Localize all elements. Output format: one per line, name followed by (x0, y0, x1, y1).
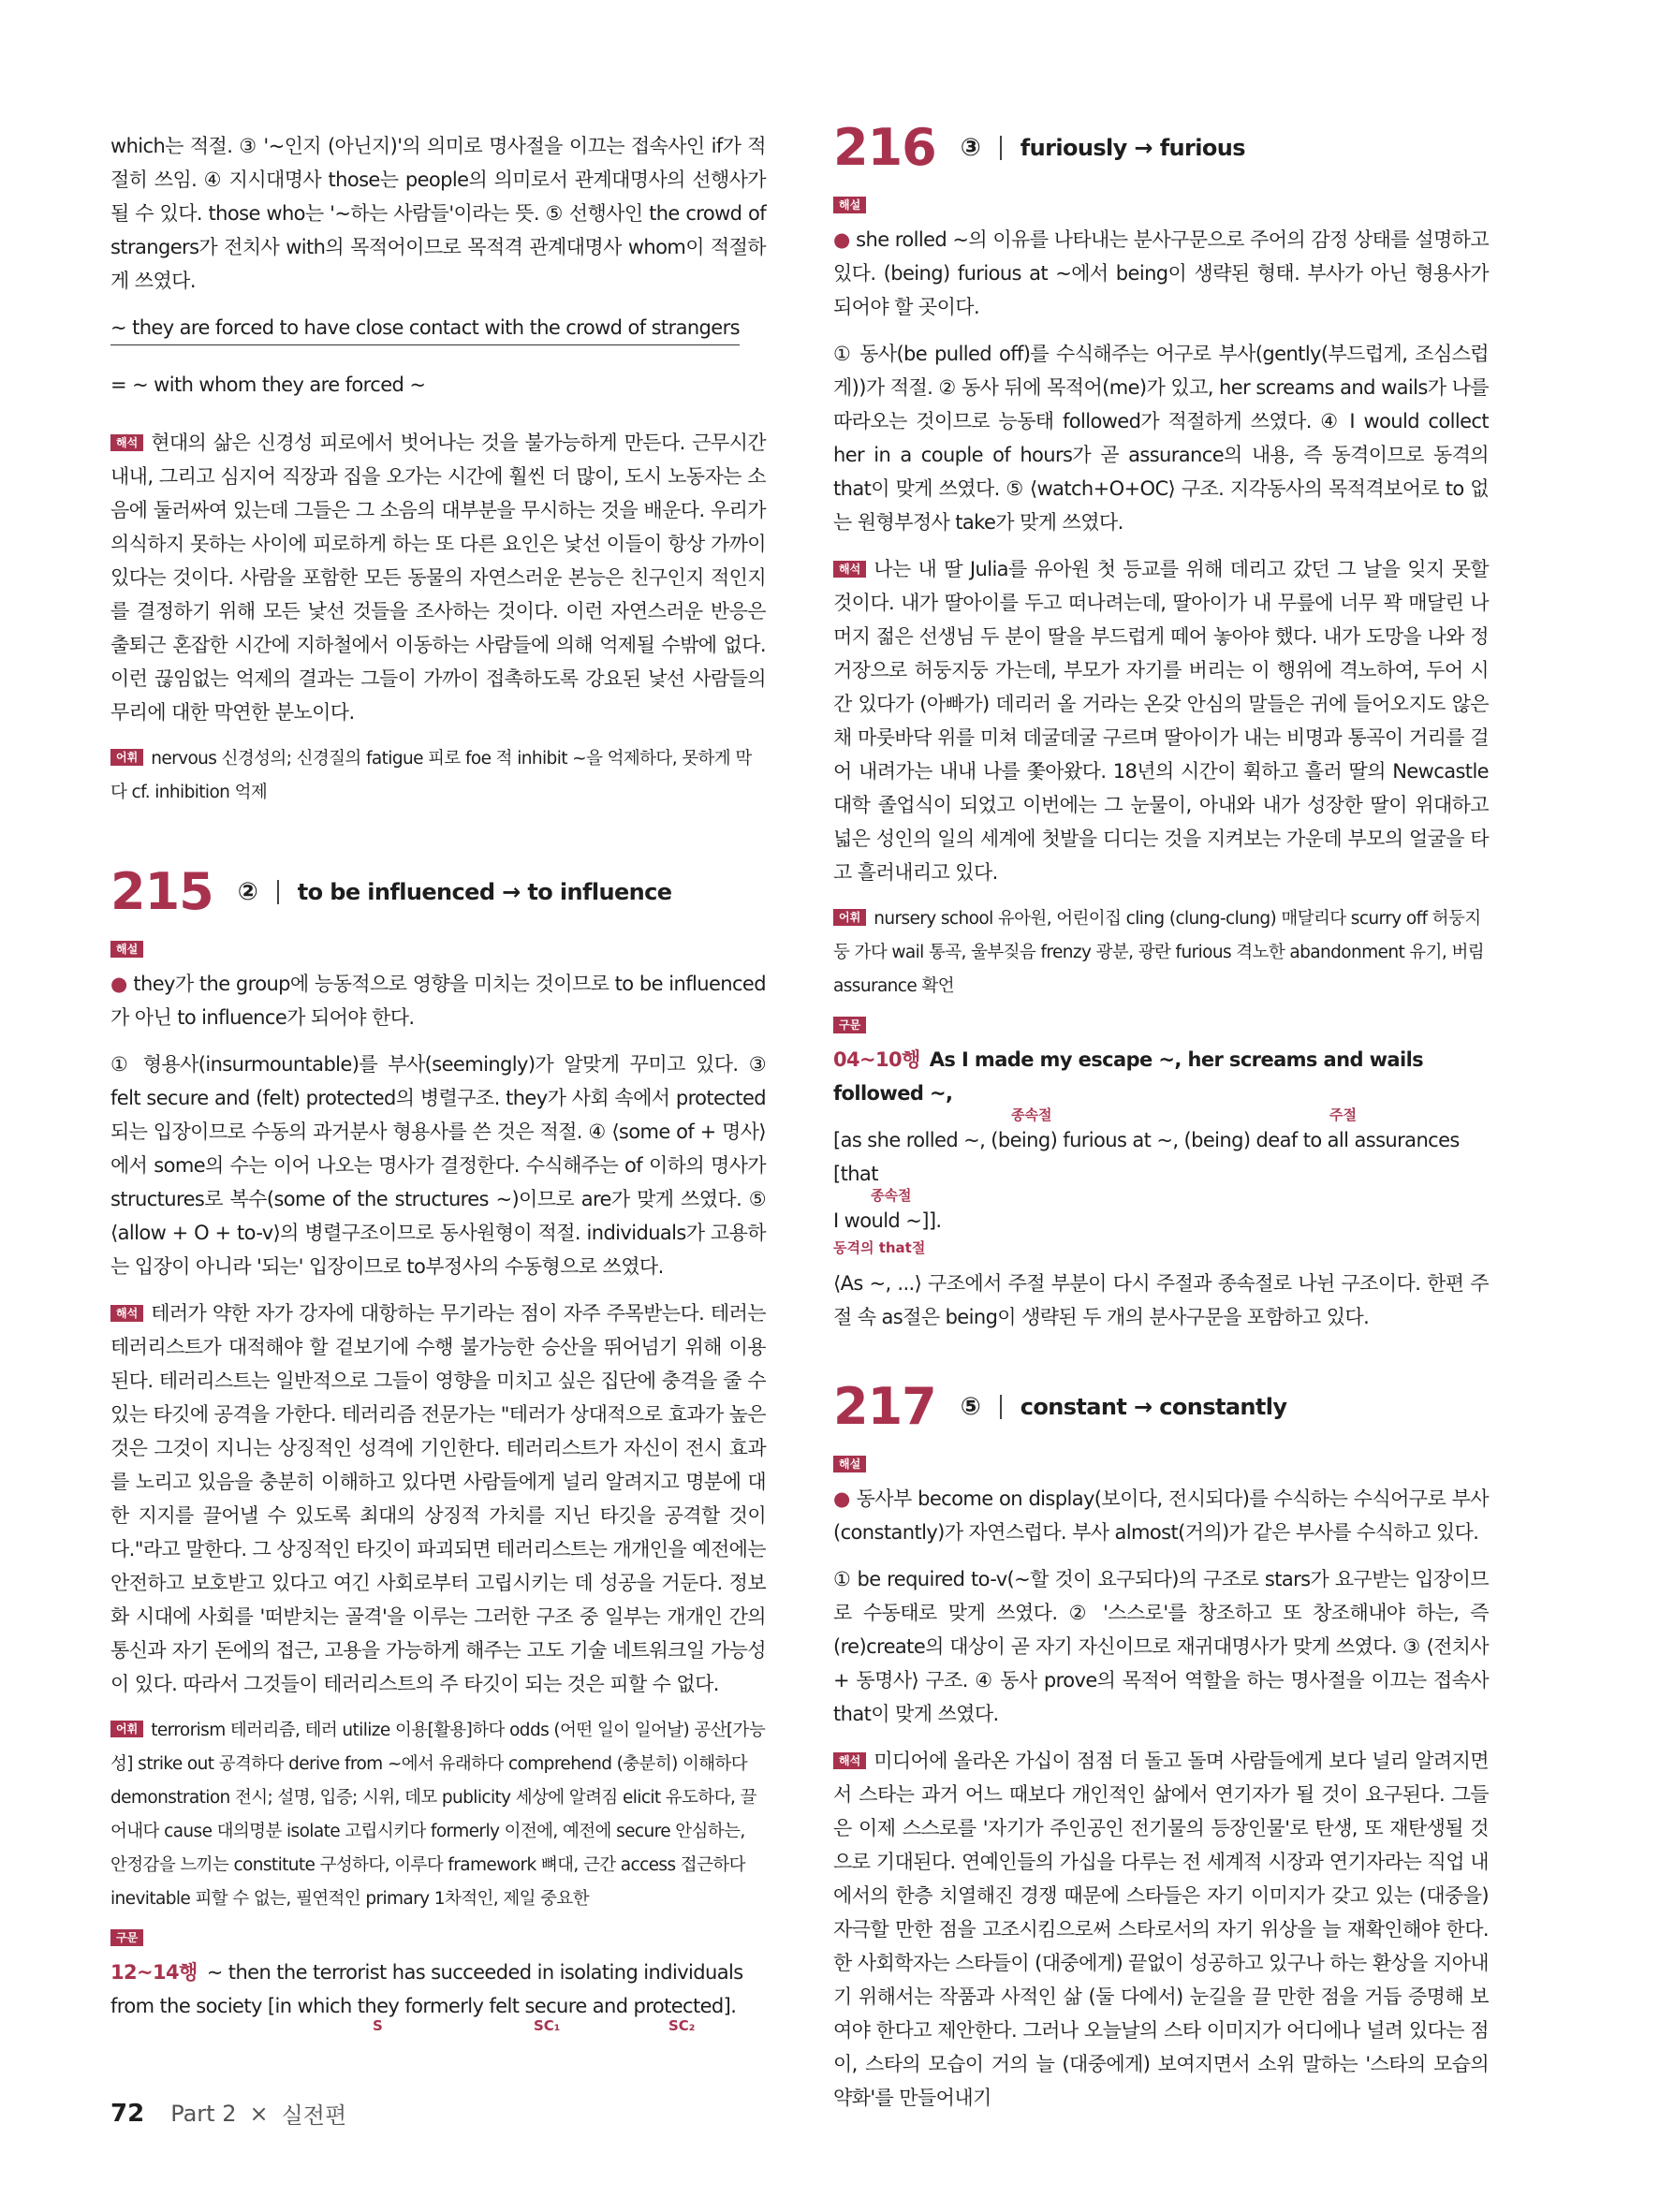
structure-tag: 구문 (110, 1929, 143, 1946)
correction: constant → constantly (1020, 1394, 1287, 1420)
question-number: 217 (833, 1377, 936, 1436)
translation-tag: 해석 (110, 1305, 143, 1322)
structure-sentence-cont: from the society [in which they formerly felt secure and protected]. (110, 1995, 737, 2017)
grammar-labels: 종속절 주절 (1011, 1106, 1357, 1123)
translation-paragraph: 해석 현대의 삶은 신경성 피로에서 벗어나는 것을 불가능하게 만든다. 근무시간 내내, 그리고 심지어 직장과 집을 오가는 시간에 훨씬 더 많이, 도시 노동자는 소음에 둘러싸여 있는데 그들은 그 소음의 대부분을 무시하는 것을 배운다. 우리가 의식하지 못하는 사이에 피로하게 하는 또 다른 요인은 낯선 이들이 항상 가까이 있다는 것이다. 사람을 포함한 모든 동물의 자연스러운 본능은 친구인지 적인지를 결정하기 위해 모든 낯선 것들을 조사하는 것이다. 이런 자연스러운 반응은 출퇴근 혼잡한 시간에 지하철에서 이동하는 사람들에 의해 억제될 수밖에 없다. 이런 끊임없는 억제의 결과는 그들이 가까이 접촉하도록 강요된 낯선 사람들의 무리에 대한 막연한 분노이다. (110, 432, 766, 724)
line-range: 12~14행 (110, 1961, 198, 1984)
divider (1000, 1395, 1002, 1419)
question-number: 215 (110, 862, 213, 921)
vocabulary-tag: 어휘 (110, 1721, 143, 1737)
right-column (833, 118, 1490, 2128)
structure-explanation: ⟨As ~, ...⟩ 구조에서 주절 부분이 다시 주절과 종속절로 나뉜 구조이다. 한편 주절 속 as절은 being이 생략된 두 개의 분사구문을 포함하고 있다. (833, 1272, 1489, 1328)
section-215-heading (110, 864, 766, 920)
page-number: 72 (110, 2099, 145, 2128)
left-column (110, 129, 766, 2044)
key-point: ● 동사부 become on display(보이다, 전시되다)를 수식하는 수식어구로 부사(constantly)가 자연스럽다. 부사 almost(거의)가 같은 부사를 수식하고 있다. (833, 1487, 1489, 1544)
page-footer (110, 2097, 346, 2130)
example-sentence-2: = ~ with whom they are forced ~ (110, 374, 426, 396)
translation-tag: 해석 (833, 561, 866, 578)
question-number: 216 (833, 118, 936, 177)
bullet-icon: ● (833, 228, 857, 251)
structure-sentence: 04~10행 As I made my escape ~, her screams and wails followed ~, (833, 1048, 1424, 1105)
section-label: 실전편 (281, 2102, 347, 2129)
grammar-labels: S SC₁ SC₂ (373, 2017, 696, 2034)
structure-tag: 구문 (833, 1017, 866, 1033)
vocabulary-paragraph: 어휘 nursery school 유아원, 어린이집 cling (clung-clung) 매달리다 scurry off 허둥지둥 가다 wail 통곡, 울부짖음 frenzy 광분, 광란 furious 격노한 abandonment 유기, 버림 assurance 확언 (833, 909, 1485, 996)
translation-tag: 해석 (110, 434, 143, 451)
other-choices-explanation: ① be required to-v(~할 것이 요구되다)의 구조로 stars가 요구받는 입장이므로 수동태로 맞게 쓰였다. ② '스스로'를 창조하고 또 창조해내야 하는, 즉 (re)create의 대상이 곧 자기 자신이므로 재귀대명사가 맞게 쓰였다. ③ ⟨전치사 + 동명사⟩ 구조. ④ 동사 prove의 목적어 역할을 하는 명사절을 이끄는 접속사 that이 맞게 쓰였다. (833, 1568, 1489, 1725)
structure-sentence-cont: I would ~]]. (833, 1209, 942, 1232)
structure-sentence: 12~14행 ~ then the terrorist has succeeded in isolating individuals (110, 1961, 743, 1984)
answer-choice: ⑤ (960, 1393, 981, 1421)
translation-tag: 해석 (833, 1752, 866, 1769)
explanation-tag: 해설 (833, 197, 866, 213)
explanation-tag: 해설 (110, 941, 143, 958)
grammar-labels: 종속절 (871, 1187, 912, 1204)
example-sentence-1: ~ they are forced to have close contact with the crowd of strangers (110, 311, 766, 355)
bullet-icon: ● (833, 1487, 857, 1510)
divider (277, 880, 279, 904)
bullet-icon: ● (110, 973, 134, 995)
translation-paragraph: 해석 테러가 약한 자가 강자에 대항하는 무기라는 점이 자주 주목받는다. 테러는 테러리스트가 대적해야 할 겉보기에 수행 불가능한 승산을 뛰어넘기 위해 이용된다. 테러리스트는 일반적으로 그들이 영향을 미치고 싶은 집단에 충격을 줄 수 있는 타깃에 공격을 가한다. 테러리즘 전문가는 "테러가 상대적으로 효과가 높은 것은 그것이 지니는 상징적인 성격에 기인한다. 테러리스트가 자신이 전시 효과를 노리고 있음을 충분히 이해하고 있다면 사람들에게 널리 알려지고 명분에 대한 지지를 끌어낼 수 있도록 최대의 상징적 가치를 지닌 타깃을 공격할 것이다."라고 말한다. 그 상징적인 타깃이 파괴되면 테러리스트는 개개인을 예전에는 안전하고 보호받고 있다고 여긴 사회로부터 고립시키는 데 성공을 거둔다. 정보화 시대에 사회를 '떠받치는 골격'을 이루는 그러한 구조 중 일부는 개개인 간의 통신과 자기 돈에의 접근, 고용을 가능하게 해주는 고도 기술 네트워크일 가능성이 있다. 따라서 그것들이 테러리스트의 주 타깃이 되는 것은 피할 수 없다. (110, 1302, 766, 1695)
continued-explanation: which는 적절. ③ '~인지 (아닌지)'의 의미로 명사절을 이끄는 접속사인 if가 적절히 쓰임. ④ 지시대명사 those는 people의 의미로서 관계대명사의 선행사가 될 수 있다. those who는 '~하는 사람들'이라는 뜻. ⑤ 선행사인 the crowd of strangers가 전치사 with의 목적어이므로 목적격 관계대명사 whom이 적절하게 쓰였다. (110, 135, 766, 292)
key-point: ● she rolled ~의 이유를 나타내는 분사구문으로 주어의 감정 상태를 설명하고 있다. (being) furious at ~에서 being이 생략된 형태. 부사가 아닌 형용사가 되어야 할 곳이다. (833, 228, 1490, 318)
divider (1000, 136, 1002, 160)
correction: furiously → furious (1020, 135, 1245, 161)
part-label: Part 2 (170, 2100, 237, 2127)
section-216-heading (833, 120, 1489, 176)
appositive-label: 동격의 that절 (833, 1239, 926, 1256)
translation-paragraph: 해석 나는 내 딸 Julia를 유아원 첫 등교를 위해 데리고 갔던 그 날을 잊지 못할 것이다. 내가 딸아이를 두고 떠나려는데, 딸아이가 내 무릎에 너무 꽉 매달린 나머지 젊은 선생님 두 분이 딸을 부드럽게 떼어 놓아야 했다. 내가 도망을 나와 정거장으로 허둥지둥 가는데, 부모가 자기를 버리는 이 행위에 격노하여, 두어 시간 있다가 (아빠가) 데리러 올 거라는 온갖 안심의 말들은 귀에 들어오지도 않은 채 마룻바닥 위를 미쳐 데굴데굴 구르며 딸아이가 내는 비명과 통곡이 거리를 걸어 내려가는 내내 나를 쫓아왔다. 18년의 시간이 휙하고 흘러 딸의 Newcastle 대학 졸업식이 되었고 이번에는 그 눈물이, 아내와 내가 성장한 딸이 위대하고 넓은 성인의 일의 세계에 첫발을 디디는 것을 지켜보는 가운데 부모의 얼굴을 타고 흘러내리고 있다. (833, 558, 1489, 884)
vocabulary-tag: 어휘 (833, 909, 866, 926)
correction: to be influenced → to influence (297, 879, 672, 905)
answer-choice: ③ (960, 134, 981, 162)
other-choices-explanation: ① 형용사(insurmountable)를 부사(seemingly)가 알맞게 꾸미고 있다. ③ felt secure and (felt) protected의 병렬구조. they가 사회 속에서 protected되는 입장이므로 수동의 과거분사 형용사를 쓴 것은 적절. ④ ⟨some of + 명사⟩에서 some의 수는 이어 나오는 명사가 결정한다. 수식해주는 of 이하의 명사가 structures로 복수(some of the structures ~)이므로 are가 맞게 쓰였다. ⑤ ⟨allow + O + to-v⟩의 병렬구조이므로 동사원형이 적절. individuals가 고용하는 입장이 아니라 '되는' 입장이므로 to부정사의 수동형으로 쓰였다. (110, 1053, 766, 1278)
line-range: 04~10행 (833, 1048, 920, 1071)
explanation-tag: 해설 (833, 1456, 866, 1472)
key-point: ● they가 the group에 능동적으로 영향을 미치는 것이므로 to be influenced가 아닌 to influence가 되어야 한다. (110, 973, 766, 1029)
separator: × (249, 2100, 269, 2127)
translation-paragraph: 해석 미디어에 올라온 가십이 점점 더 돌고 돌며 사람들에게 보다 널리 알려지면서 스타는 과거 어느 때보다 개인적인 삶에서 연기자가 될 것이 요구된다. 그들은 이제 스스로를 '자기가 주인공인 전기물의 등장인물'로 탄생, 또 재탄생될 것으로 기대된다. 연예인들의 가십을 다루는 전 세계적 시장과 연기자라는 직업 내에서의 한층 치열해진 경쟁 때문에 스타들은 자기 이미지가 갖고 있는 (대중을) 자극할 만한 점을 고조시킴으로써 스타로서의 자기 위상을 늘 재확인해야 한다. 한 사회학자는 스타들이 (대중에게) 끝없이 성공하고 있구나 하는 환상을 지아내기 위해서는 작품과 사적인 삶 (둘 다에서) 눈길을 끌 만한 점을 거듭 증명해 보여야 한다고 제안한다. 그러나 오늘날의 스타 이미지가 어디에나 널려 있다는 점이, 스타의 모습이 거의 늘 (대중에게) 보여지면서 소위 말하는 '스타의 모습의 약화'를 만들어내기 (833, 1750, 1489, 2109)
vocabulary-tag: 어휘 (110, 749, 143, 766)
other-choices-explanation: ① 동사(be pulled off)를 수식해주는 어구로 부사(gently(부드럽게, 조심스럽게))가 적절. ② 동사 뒤에 목적어(me)가 있고, her screams and wails가 나를 따라오는 것이므로 능동태 followed가 적절하게 쓰였다. ④ I would collect her in a couple of hours가 곧 assurance의 내용, 즉 동격이므로 동격의 that이 맞게 쓰였다. ⑤ ⟨watch+O+OC⟩ 구조. 지각동사의 목적격보어로 to 없는 원형부정사 take가 맞게 쓰였다. (833, 343, 1489, 534)
answer-choice: ② (237, 878, 258, 906)
vocabulary-paragraph: 어휘 nervous 신경성의; 신경질의 fatigue 피로 foe 적 inhibit ~을 억제하다, 못하게 막다 cf. inhibition 억제 (110, 749, 752, 802)
structure-sentence-cont: [as she rolled ~, (being) furious at ~, (being) deaf to all assurances [that (833, 1129, 1460, 1185)
section-217-heading (833, 1379, 1489, 1435)
vocabulary-paragraph: 어휘 terrorism 테러리즘, 테러 utilize 이용[활용]하다 odds (어떤 일이 일어날) 공산[가능성] strike out 공격하다 derive from ~에서 유래하다 comprehend (충분히) 이해하다 demonstration 전시; 설명, 입증; 시위, 데모 publicity 세상에 알려짐 elicit 유도하다, 끌어내다 cause 대의명분 isolate 고립시키다 formerly 이전에, 예전에 secure 안심하는, 안정감을 느끼는 constitute 구성하다, 이루다 framework 뼈대, 근간 access 접근하다 inevitable 피할 수 없는, 필연적인 primary 1차적인, 제일 중요한 (110, 1721, 766, 1909)
